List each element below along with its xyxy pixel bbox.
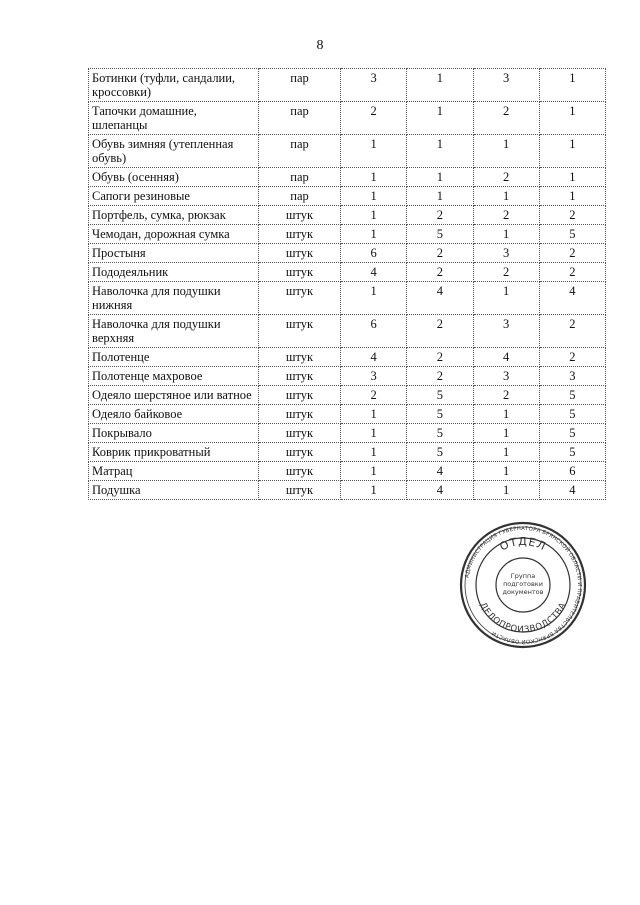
- value-cell-3: 3: [473, 367, 539, 386]
- value-cell-1: 2: [341, 102, 407, 135]
- value-cell-1: 4: [341, 263, 407, 282]
- item-name-cell: Покрывало: [89, 424, 259, 443]
- value-cell-1: 1: [341, 405, 407, 424]
- value-cell-4: 2: [539, 348, 605, 367]
- value-cell-1: 1: [341, 443, 407, 462]
- item-name-cell: Матрац: [89, 462, 259, 481]
- value-cell-1: 1: [341, 135, 407, 168]
- value-cell-2: 5: [407, 386, 473, 405]
- value-cell-4: 3: [539, 367, 605, 386]
- unit-cell: штук: [259, 282, 341, 315]
- table-row: [89, 424, 606, 443]
- value-cell-1: 2: [341, 386, 407, 405]
- table-row: [89, 102, 606, 135]
- stamp-center-line: Группа: [510, 572, 536, 580]
- value-cell-1: 6: [341, 244, 407, 263]
- value-cell-3: 1: [473, 405, 539, 424]
- value-cell-3: 4: [473, 348, 539, 367]
- unit-cell: штук: [259, 244, 341, 263]
- table-row: [89, 367, 606, 386]
- item-name-cell: Полотенце: [89, 348, 259, 367]
- table-row: [89, 481, 606, 500]
- value-cell-3: 1: [473, 282, 539, 315]
- item-name-cell: Сапоги резиновые: [89, 187, 259, 206]
- value-cell-1: 1: [341, 225, 407, 244]
- value-cell-2: 4: [407, 462, 473, 481]
- value-cell-4: 1: [539, 69, 605, 102]
- value-cell-4: 1: [539, 102, 605, 135]
- value-cell-2: 1: [407, 102, 473, 135]
- item-name-cell: Ботинки (туфли, сандалии, кроссовки): [89, 69, 259, 102]
- table-row: [89, 135, 606, 168]
- stamp-inner-top-text: ОТДЕЛ: [497, 534, 549, 554]
- value-cell-3: 3: [473, 69, 539, 102]
- unit-cell: штук: [259, 424, 341, 443]
- stamp-outer-text: АДМИНИСТРАЦИЯ ГУБЕРНАТОРА БРЯНСКОЙ ОБЛАСТИ И ПРАВИТЕЛЬСТВА БРЯНСКОЙ ОБЛАСТИ: [464, 525, 583, 645]
- value-cell-4: 2: [539, 315, 605, 348]
- value-cell-4: 4: [539, 481, 605, 500]
- value-cell-4: 2: [539, 206, 605, 225]
- value-cell-4: 2: [539, 244, 605, 263]
- value-cell-2: 4: [407, 282, 473, 315]
- table-row: [89, 187, 606, 206]
- value-cell-3: 3: [473, 244, 539, 263]
- unit-cell: пар: [259, 187, 341, 206]
- value-cell-2: 1: [407, 135, 473, 168]
- svg-text:ОТДЕЛ: [498, 535, 549, 553]
- stamp-center-line: документов: [502, 588, 544, 596]
- value-cell-1: 3: [341, 367, 407, 386]
- value-cell-1: 6: [341, 315, 407, 348]
- value-cell-3: 1: [473, 462, 539, 481]
- value-cell-3: 2: [473, 168, 539, 187]
- value-cell-2: 2: [407, 315, 473, 348]
- value-cell-2: 1: [407, 187, 473, 206]
- stamp-seal-icon: [458, 520, 588, 650]
- item-name-cell: Простыня: [89, 244, 259, 263]
- official-stamp: [458, 520, 588, 650]
- item-name-cell: Пододеяльник: [89, 263, 259, 282]
- unit-cell: пар: [259, 168, 341, 187]
- item-name-cell: Наволочка для подушки верхняя: [89, 315, 259, 348]
- unit-cell: штук: [259, 405, 341, 424]
- value-cell-1: 4: [341, 348, 407, 367]
- items-table-body: [89, 69, 606, 500]
- value-cell-1: 1: [341, 424, 407, 443]
- value-cell-1: 1: [341, 282, 407, 315]
- value-cell-3: 1: [473, 225, 539, 244]
- value-cell-3: 1: [473, 187, 539, 206]
- table-row: [89, 386, 606, 405]
- table-row: [89, 315, 606, 348]
- value-cell-2: 1: [407, 168, 473, 187]
- stamp-center-line: подготовки: [503, 580, 543, 588]
- page-number: 8: [316, 38, 324, 53]
- item-name-cell: Чемодан, дорожная сумка: [89, 225, 259, 244]
- value-cell-1: 1: [341, 481, 407, 500]
- value-cell-4: 5: [539, 424, 605, 443]
- value-cell-3: 1: [473, 481, 539, 500]
- unit-cell: штук: [259, 462, 341, 481]
- item-name-cell: Обувь (осенняя): [89, 168, 259, 187]
- value-cell-4: 1: [539, 168, 605, 187]
- value-cell-3: 2: [473, 263, 539, 282]
- item-name-cell: Коврик прикроватный: [89, 443, 259, 462]
- item-name-cell: Обувь зимняя (утепленная обувь): [89, 135, 259, 168]
- item-name-cell: Полотенце махровое: [89, 367, 259, 386]
- value-cell-3: 3: [473, 315, 539, 348]
- item-name-cell: Одеяло шерстяное или ватное: [89, 386, 259, 405]
- unit-cell: штук: [259, 206, 341, 225]
- unit-cell: штук: [259, 443, 341, 462]
- items-table: [88, 68, 606, 500]
- value-cell-4: 5: [539, 405, 605, 424]
- table-row: [89, 263, 606, 282]
- table-row: [89, 225, 606, 244]
- table-row: [89, 405, 606, 424]
- value-cell-2: 2: [407, 206, 473, 225]
- unit-cell: пар: [259, 69, 341, 102]
- table-row: [89, 443, 606, 462]
- value-cell-1: 1: [341, 168, 407, 187]
- item-name-cell: Тапочки домашние, шлепанцы: [89, 102, 259, 135]
- value-cell-3: 2: [473, 102, 539, 135]
- value-cell-1: 3: [341, 69, 407, 102]
- value-cell-3: 1: [473, 135, 539, 168]
- value-cell-2: 4: [407, 481, 473, 500]
- value-cell-3: 2: [473, 206, 539, 225]
- table-row: [89, 462, 606, 481]
- value-cell-2: 1: [407, 69, 473, 102]
- value-cell-3: 2: [473, 386, 539, 405]
- unit-cell: пар: [259, 135, 341, 168]
- table-row: [89, 206, 606, 225]
- value-cell-1: 1: [341, 187, 407, 206]
- stamp-inner-bottom-text: ДЕЛОПРОИЗВОДСТВА: [477, 600, 569, 636]
- unit-cell: штук: [259, 315, 341, 348]
- value-cell-4: 1: [539, 187, 605, 206]
- value-cell-1: 1: [341, 462, 407, 481]
- table-row: [89, 69, 606, 102]
- item-name-cell: Одеяло байковое: [89, 405, 259, 424]
- value-cell-4: 6: [539, 462, 605, 481]
- value-cell-2: 2: [407, 263, 473, 282]
- value-cell-1: 1: [341, 206, 407, 225]
- unit-cell: штук: [259, 367, 341, 386]
- value-cell-2: 2: [407, 244, 473, 263]
- value-cell-2: 5: [407, 225, 473, 244]
- value-cell-4: 5: [539, 225, 605, 244]
- value-cell-2: 5: [407, 424, 473, 443]
- unit-cell: штук: [259, 348, 341, 367]
- value-cell-3: 1: [473, 443, 539, 462]
- value-cell-4: 5: [539, 443, 605, 462]
- unit-cell: штук: [259, 481, 341, 500]
- table-row: [89, 348, 606, 367]
- table-row: [89, 282, 606, 315]
- value-cell-2: 2: [407, 367, 473, 386]
- value-cell-3: 1: [473, 424, 539, 443]
- value-cell-4: 2: [539, 263, 605, 282]
- unit-cell: штук: [259, 225, 341, 244]
- item-name-cell: Портфель, сумка, рюкзак: [89, 206, 259, 225]
- unit-cell: штук: [259, 386, 341, 405]
- item-name-cell: Подушка: [89, 481, 259, 500]
- value-cell-2: 2: [407, 348, 473, 367]
- unit-cell: штук: [259, 263, 341, 282]
- item-name-cell: Наволочка для подушки нижняя: [89, 282, 259, 315]
- stamp-center-text: [503, 572, 544, 596]
- value-cell-2: 5: [407, 443, 473, 462]
- value-cell-2: 5: [407, 405, 473, 424]
- value-cell-4: 1: [539, 135, 605, 168]
- value-cell-4: 5: [539, 386, 605, 405]
- value-cell-4: 4: [539, 282, 605, 315]
- unit-cell: пар: [259, 102, 341, 135]
- table-row: [89, 168, 606, 187]
- table-row: [89, 244, 606, 263]
